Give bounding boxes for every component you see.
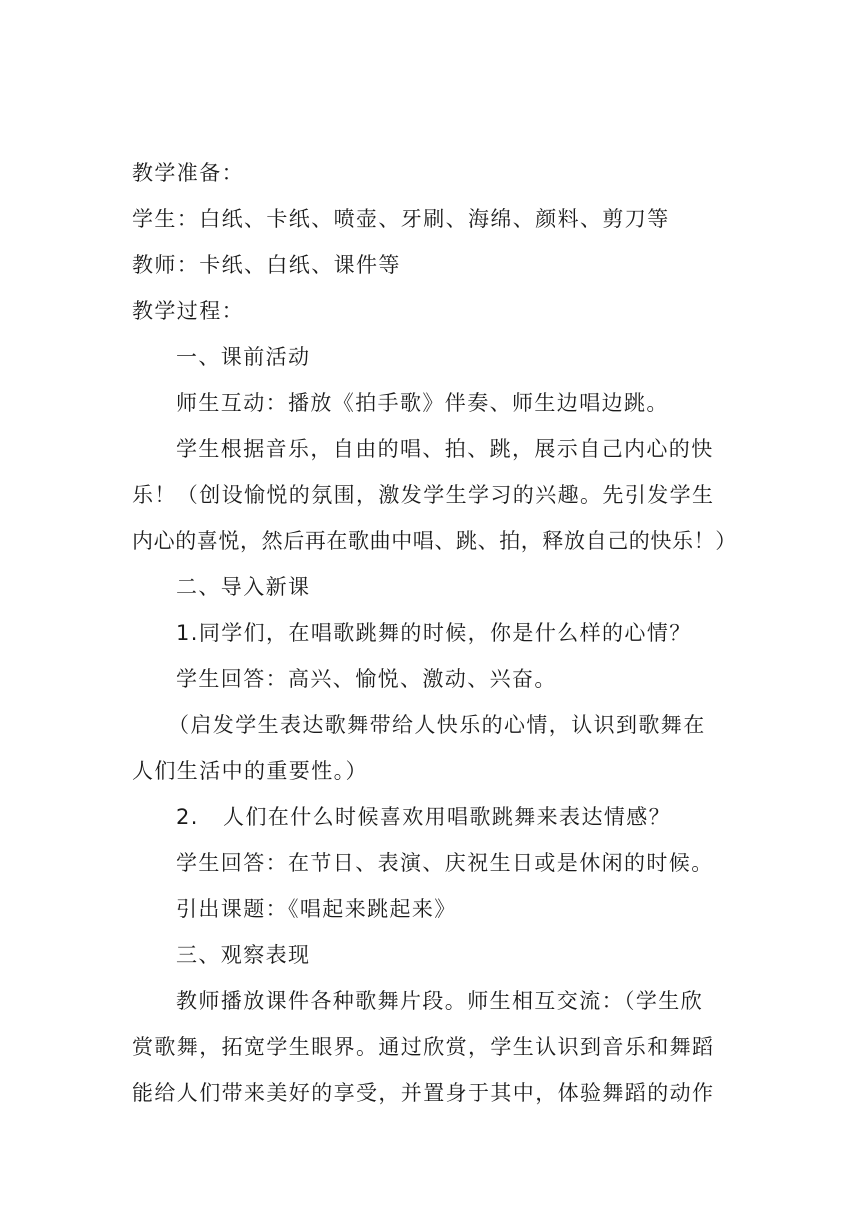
heading-teaching-preparation: 教学准备： — [132, 161, 244, 185]
paragraph-line: 能给人们带来美好的享受，并置身于其中，体验舞蹈的动作 — [132, 1081, 715, 1105]
paragraph-line: 赏歌舞，拓宽学生眼界。通过欣赏，学生认识到音乐和舞蹈 — [132, 1035, 715, 1059]
paragraph-line: 教师播放课件各种歌舞片段。师生相互交流：（学生欣 — [176, 989, 704, 1013]
student-materials: 学生：白纸、卡纸、喷壶、牙刷、海绵、颜料、剪刀等 — [132, 207, 670, 231]
paragraph-line: 师生互动：播放《拍手歌》伴奏、师生边唱边跳。 — [176, 391, 669, 415]
paragraph-line: 内心的喜悦，然后再在歌曲中唱、跳、拍，释放自己的快乐！） — [132, 529, 737, 553]
section-heading-observe: 三、观察表现 — [176, 943, 311, 967]
paragraph-line: 学生根据音乐，自由的唱、拍、跳，展示自己内心的快 — [176, 437, 714, 461]
question-1: 1.同学们，在唱歌跳舞的时候，你是什么样的心情？ — [176, 621, 692, 645]
paragraph-line: 乐！（创设愉悦的氛围，激发学生学习的兴趣。先引发学生 — [132, 483, 715, 507]
heading-teaching-process: 教学过程： — [132, 299, 244, 323]
question-2: 2. 人们在什么时候喜欢用唱歌跳舞来表达情感？ — [176, 805, 672, 829]
document-body — [132, 150, 737, 1116]
paragraph-line: 学生回答：在节日、表演、庆祝生日或是休闲的时候。 — [176, 851, 714, 875]
course-title-line: 引出课题：《唱起来跳起来》 — [176, 897, 457, 921]
section-heading-intro: 二、导入新课 — [176, 575, 311, 599]
paragraph-line: 学生回答：高兴、愉悦、激动、兴奋。 — [176, 667, 557, 691]
paragraph-line: 人们生活中的重要性。） — [132, 759, 368, 783]
teacher-materials: 教师：卡纸、白纸、课件等 — [132, 253, 401, 277]
section-heading-pre-class: 一、课前活动 — [176, 345, 311, 369]
paragraph-line: （启发学生表达歌舞带给人快乐的心情，认识到歌舞在 — [168, 713, 706, 737]
